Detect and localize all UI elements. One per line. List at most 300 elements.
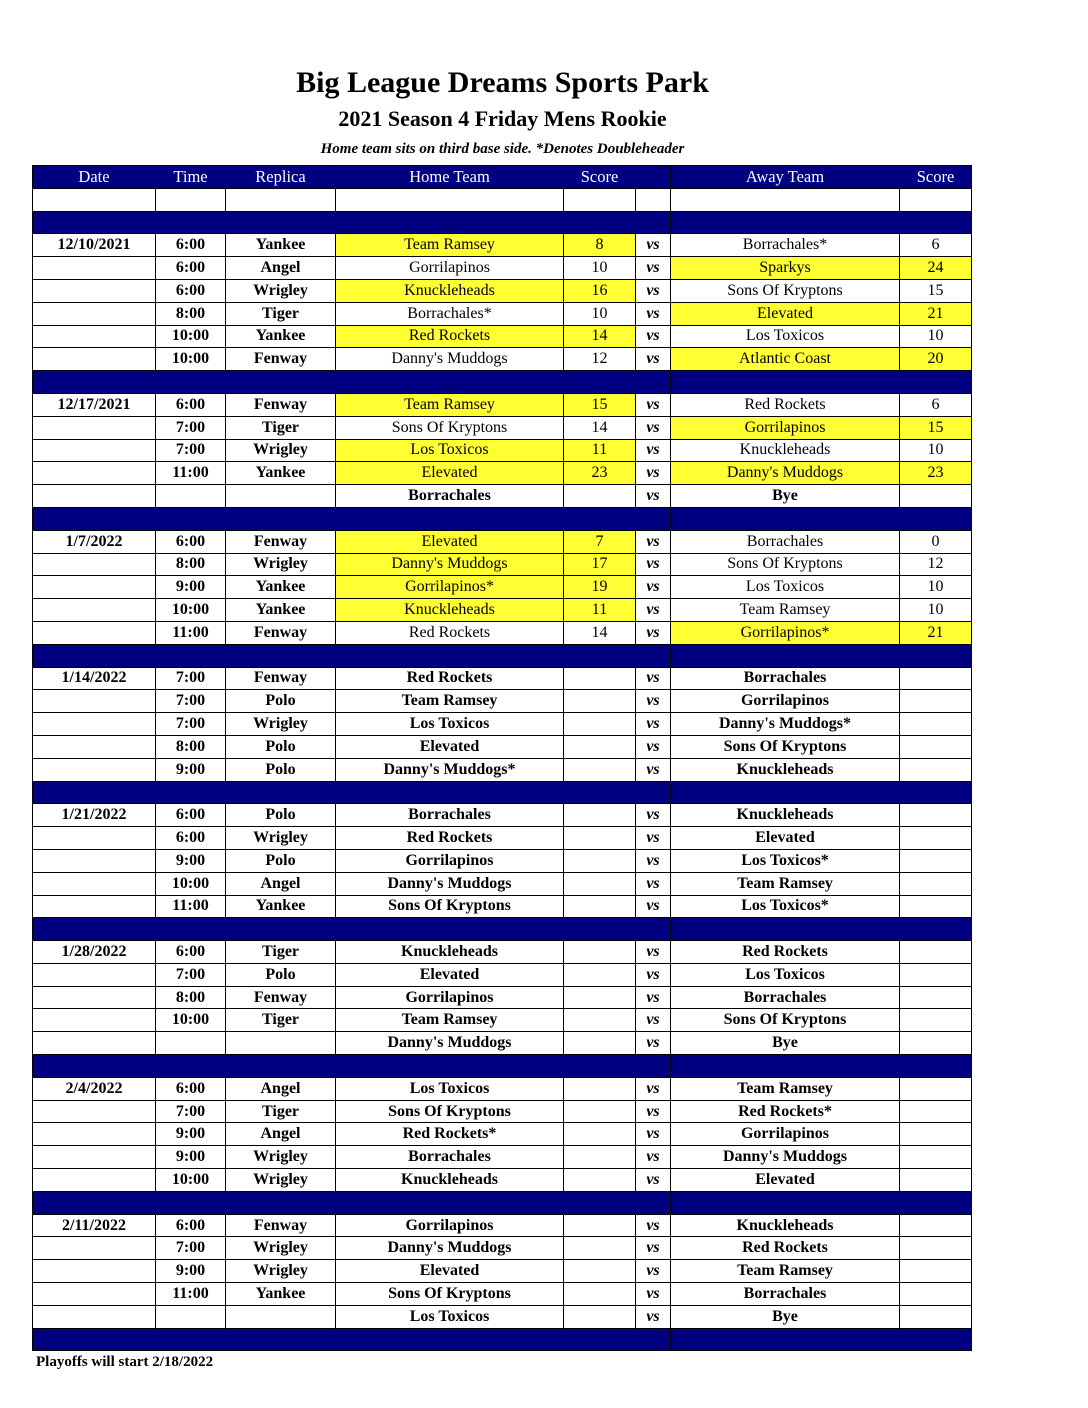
replica-cell: Wrigley <box>226 1169 336 1192</box>
empty-cell <box>336 918 564 941</box>
date-cell <box>33 735 156 758</box>
date-cell <box>33 553 156 576</box>
time-cell: 8:00 <box>156 986 226 1009</box>
time-cell: 7:00 <box>156 667 226 690</box>
date-cell: 2/11/2022 <box>33 1214 156 1237</box>
time-cell: 9:00 <box>156 758 226 781</box>
col-replica-header: Replica <box>226 166 336 189</box>
playoffs-note: Playoffs will start 2/18/2022 <box>36 1354 214 1370</box>
home-team-cell: Knuckleheads <box>336 1169 564 1192</box>
vs-cell: vs <box>636 576 671 599</box>
vs-cell: vs <box>636 325 671 348</box>
away-team-cell: Sons Of Kryptons <box>671 553 900 576</box>
game-row <box>33 895 972 918</box>
game-row <box>33 963 972 986</box>
home-team-cell: Elevated <box>336 462 564 485</box>
away-score-cell <box>900 1146 972 1169</box>
empty-cell <box>636 1055 671 1078</box>
home-score-cell <box>564 667 636 690</box>
home-team-cell: Team Ramsey <box>336 393 564 416</box>
date-cell <box>33 713 156 736</box>
home-score-cell <box>564 735 636 758</box>
away-team-cell: Danny's Muddogs <box>671 462 900 485</box>
away-team-cell: Bye <box>671 1305 900 1328</box>
vs-cell: vs <box>636 872 671 895</box>
away-score-cell: 10 <box>900 599 972 622</box>
away-score-cell <box>900 872 972 895</box>
time-cell: 7:00 <box>156 1237 226 1260</box>
empty-cell <box>636 188 671 211</box>
away-team-cell: Knuckleheads <box>671 758 900 781</box>
home-team-cell: Sons Of Kryptons <box>336 416 564 439</box>
vs-cell: vs <box>636 849 671 872</box>
game-row <box>33 713 972 736</box>
date-cell <box>33 1237 156 1260</box>
game-row <box>33 485 972 508</box>
blank-row <box>33 188 972 211</box>
game-row <box>33 667 972 690</box>
time-cell: 6:00 <box>156 279 226 302</box>
game-row <box>33 302 972 325</box>
empty-cell <box>156 507 226 530</box>
away-score-cell: 15 <box>900 279 972 302</box>
time-cell: 11:00 <box>156 895 226 918</box>
time-cell: 11:00 <box>156 462 226 485</box>
away-score-cell: 12 <box>900 553 972 576</box>
vs-cell: vs <box>636 1100 671 1123</box>
date-cell <box>33 963 156 986</box>
empty-cell <box>33 1328 156 1351</box>
away-score-cell: 6 <box>900 234 972 257</box>
home-score-cell: 14 <box>564 325 636 348</box>
date-cell <box>33 279 156 302</box>
week-separator <box>33 644 972 667</box>
time-cell: 6:00 <box>156 1077 226 1100</box>
home-team-cell: Gorrilapinos <box>336 1214 564 1237</box>
vs-cell: vs <box>636 827 671 850</box>
time-cell <box>156 1305 226 1328</box>
home-team-cell: Team Ramsey <box>336 234 564 257</box>
empty-cell <box>226 1328 336 1351</box>
time-cell: 8:00 <box>156 553 226 576</box>
replica-cell: Yankee <box>226 576 336 599</box>
date-cell: 1/7/2022 <box>33 530 156 553</box>
away-score-cell <box>900 1260 972 1283</box>
time-cell: 10:00 <box>156 325 226 348</box>
game-row <box>33 941 972 964</box>
empty-cell <box>900 211 972 234</box>
time-cell: 7:00 <box>156 963 226 986</box>
home-score-cell <box>564 758 636 781</box>
empty-cell <box>671 781 900 804</box>
home-score-cell: 11 <box>564 599 636 622</box>
away-team-cell: Danny's Muddogs <box>671 1146 900 1169</box>
vs-cell: vs <box>636 279 671 302</box>
home-team-cell: Elevated <box>336 963 564 986</box>
replica-cell: Angel <box>226 257 336 280</box>
home-team-cell: Elevated <box>336 735 564 758</box>
date-cell <box>33 257 156 280</box>
replica-cell: Polo <box>226 849 336 872</box>
home-team-cell: Red Rockets <box>336 621 564 644</box>
game-row <box>33 530 972 553</box>
vs-cell: vs <box>636 1305 671 1328</box>
game-row <box>33 804 972 827</box>
empty-cell <box>33 371 156 394</box>
game-row <box>33 553 972 576</box>
empty-cell <box>900 644 972 667</box>
empty-cell <box>156 371 226 394</box>
away-score-cell <box>900 690 972 713</box>
replica-cell: Tiger <box>226 416 336 439</box>
game-row <box>33 1009 972 1032</box>
vs-cell: vs <box>636 1214 671 1237</box>
empty-cell <box>671 644 900 667</box>
time-cell: 9:00 <box>156 1146 226 1169</box>
empty-cell <box>671 918 900 941</box>
replica-cell: Tiger <box>226 1009 336 1032</box>
time-cell: 6:00 <box>156 530 226 553</box>
home-score-cell <box>564 941 636 964</box>
replica-cell: Wrigley <box>226 1146 336 1169</box>
replica-cell <box>226 1032 336 1055</box>
date-cell <box>33 986 156 1009</box>
vs-cell: vs <box>636 393 671 416</box>
away-score-cell: 23 <box>900 462 972 485</box>
empty-cell <box>636 211 671 234</box>
home-team-cell: Danny's Muddogs <box>336 553 564 576</box>
time-cell: 8:00 <box>156 735 226 758</box>
time-cell: 9:00 <box>156 849 226 872</box>
date-cell <box>33 690 156 713</box>
replica-cell <box>226 485 336 508</box>
replica-cell: Fenway <box>226 393 336 416</box>
time-cell: 6:00 <box>156 393 226 416</box>
game-row <box>33 1214 972 1237</box>
time-cell: 8:00 <box>156 302 226 325</box>
away-team-cell: Atlantic Coast <box>671 348 900 371</box>
home-team-cell: Los Toxicos <box>336 1077 564 1100</box>
game-row <box>33 439 972 462</box>
away-score-cell <box>900 827 972 850</box>
home-score-cell: 8 <box>564 234 636 257</box>
empty-cell <box>226 507 336 530</box>
home-team-cell: Gorrilapinos <box>336 849 564 872</box>
home-team-cell: Gorrilapinos* <box>336 576 564 599</box>
away-team-cell: Gorrilapinos <box>671 416 900 439</box>
home-score-cell <box>564 1237 636 1260</box>
vs-cell: vs <box>636 1077 671 1100</box>
home-team-cell: Borrachales <box>336 485 564 508</box>
home-score-cell <box>564 690 636 713</box>
empty-cell <box>564 781 636 804</box>
away-team-cell: Team Ramsey <box>671 872 900 895</box>
vs-cell: vs <box>636 416 671 439</box>
away-score-cell <box>900 1077 972 1100</box>
game-row <box>33 325 972 348</box>
away-score-cell <box>900 1009 972 1032</box>
replica-cell: Wrigley <box>226 827 336 850</box>
away-score-cell: 10 <box>900 576 972 599</box>
home-score-cell: 14 <box>564 416 636 439</box>
away-score-cell: 20 <box>900 348 972 371</box>
home-score-cell: 17 <box>564 553 636 576</box>
replica-cell: Wrigley <box>226 713 336 736</box>
empty-cell <box>336 1328 564 1351</box>
empty-cell <box>636 507 671 530</box>
vs-cell: vs <box>636 941 671 964</box>
week-separator <box>33 1191 972 1214</box>
away-score-cell: 6 <box>900 393 972 416</box>
replica-cell: Wrigley <box>226 553 336 576</box>
time-cell: 10:00 <box>156 872 226 895</box>
empty-cell <box>636 918 671 941</box>
schedule-table <box>32 165 972 1351</box>
away-team-cell: Knuckleheads <box>671 439 900 462</box>
empty-cell <box>156 644 226 667</box>
replica-cell: Yankee <box>226 325 336 348</box>
vs-cell: vs <box>636 1260 671 1283</box>
away-score-cell <box>900 1237 972 1260</box>
date-cell <box>33 302 156 325</box>
empty-cell <box>226 211 336 234</box>
vs-cell: vs <box>636 1009 671 1032</box>
week-separator <box>33 507 972 530</box>
date-cell <box>33 1260 156 1283</box>
date-cell <box>33 758 156 781</box>
empty-cell <box>564 371 636 394</box>
date-cell <box>33 1146 156 1169</box>
schedule-note: Home team sits on third base side. *Denotes Doubleheader <box>320 141 685 157</box>
date-cell <box>33 1032 156 1055</box>
empty-cell <box>671 371 900 394</box>
vs-cell: vs <box>636 485 671 508</box>
home-score-cell <box>564 1032 636 1055</box>
empty-cell <box>900 507 972 530</box>
date-cell: 12/17/2021 <box>33 393 156 416</box>
away-score-cell <box>900 849 972 872</box>
home-team-cell: Elevated <box>336 1260 564 1283</box>
empty-cell <box>671 188 900 211</box>
empty-cell <box>336 188 564 211</box>
home-score-cell: 14 <box>564 621 636 644</box>
replica-cell: Fenway <box>226 621 336 644</box>
away-score-cell: 15 <box>900 416 972 439</box>
home-score-cell <box>564 827 636 850</box>
home-score-cell <box>564 872 636 895</box>
home-team-cell: Red Rockets <box>336 827 564 850</box>
away-team-cell: Knuckleheads <box>671 1214 900 1237</box>
empty-cell <box>336 1055 564 1078</box>
replica-cell: Polo <box>226 735 336 758</box>
game-row <box>33 1305 972 1328</box>
replica-cell: Tiger <box>226 1100 336 1123</box>
home-score-cell: 7 <box>564 530 636 553</box>
replica-cell: Polo <box>226 963 336 986</box>
time-cell: 6:00 <box>156 257 226 280</box>
away-score-cell: 21 <box>900 621 972 644</box>
away-score-cell <box>900 1123 972 1146</box>
empty-cell <box>156 918 226 941</box>
empty-cell <box>564 211 636 234</box>
empty-cell <box>900 781 972 804</box>
away-score-cell: 10 <box>900 439 972 462</box>
vs-cell: vs <box>636 963 671 986</box>
home-score-cell <box>564 1100 636 1123</box>
away-score-cell <box>900 1283 972 1306</box>
date-cell <box>33 1305 156 1328</box>
away-team-cell: Danny's Muddogs* <box>671 713 900 736</box>
empty-cell <box>336 644 564 667</box>
replica-cell: Wrigley <box>226 439 336 462</box>
vs-cell: vs <box>636 713 671 736</box>
away-team-cell: Gorrilapinos* <box>671 621 900 644</box>
col-vs-header <box>636 166 671 189</box>
away-team-cell: Team Ramsey <box>671 1260 900 1283</box>
replica-cell: Tiger <box>226 302 336 325</box>
empty-cell <box>636 371 671 394</box>
empty-cell <box>900 371 972 394</box>
game-row <box>33 393 972 416</box>
vs-cell: vs <box>636 348 671 371</box>
empty-cell <box>671 211 900 234</box>
home-team-cell: Gorrilapinos <box>336 986 564 1009</box>
empty-cell <box>636 781 671 804</box>
away-team-cell: Borrachales <box>671 1283 900 1306</box>
away-score-cell: 21 <box>900 302 972 325</box>
empty-cell <box>564 644 636 667</box>
empty-cell <box>671 1191 900 1214</box>
home-score-cell <box>564 1077 636 1100</box>
vs-cell: vs <box>636 1283 671 1306</box>
empty-cell <box>33 781 156 804</box>
time-cell: 7:00 <box>156 690 226 713</box>
empty-cell <box>226 371 336 394</box>
time-cell: 6:00 <box>156 827 226 850</box>
home-team-cell: Borrachales <box>336 804 564 827</box>
replica-cell <box>226 1305 336 1328</box>
replica-cell: Yankee <box>226 1283 336 1306</box>
home-score-cell <box>564 1214 636 1237</box>
empty-cell <box>636 1191 671 1214</box>
home-score-cell <box>564 485 636 508</box>
game-row <box>33 986 972 1009</box>
vs-cell: vs <box>636 257 671 280</box>
time-cell <box>156 485 226 508</box>
time-cell: 6:00 <box>156 1214 226 1237</box>
empty-cell <box>226 1191 336 1214</box>
game-row <box>33 849 972 872</box>
empty-cell <box>671 507 900 530</box>
home-team-cell: Red Rockets <box>336 667 564 690</box>
away-team-cell: Red Rockets* <box>671 1100 900 1123</box>
home-team-cell: Danny's Muddogs <box>336 1237 564 1260</box>
game-row <box>33 1169 972 1192</box>
time-cell: 9:00 <box>156 1260 226 1283</box>
away-score-cell <box>900 963 972 986</box>
time-cell: 9:00 <box>156 1123 226 1146</box>
vs-cell: vs <box>636 439 671 462</box>
time-cell: 10:00 <box>156 599 226 622</box>
away-score-cell <box>900 941 972 964</box>
home-team-cell: Los Toxicos <box>336 439 564 462</box>
away-team-cell: Los Toxicos <box>671 325 900 348</box>
week-separator <box>33 918 972 941</box>
home-team-cell: Los Toxicos <box>336 1305 564 1328</box>
empty-cell <box>33 507 156 530</box>
week-separator <box>33 371 972 394</box>
empty-cell <box>636 644 671 667</box>
empty-cell <box>33 644 156 667</box>
away-team-cell: Los Toxicos* <box>671 895 900 918</box>
away-team-cell: Sparkys <box>671 257 900 280</box>
vs-cell: vs <box>636 1146 671 1169</box>
game-row <box>33 690 972 713</box>
empty-cell <box>336 1191 564 1214</box>
date-cell <box>33 1123 156 1146</box>
date-cell <box>33 849 156 872</box>
week-separator <box>33 1055 972 1078</box>
vs-cell: vs <box>636 621 671 644</box>
home-score-cell: 12 <box>564 348 636 371</box>
home-score-cell <box>564 713 636 736</box>
home-team-cell: Los Toxicos <box>336 713 564 736</box>
empty-cell <box>900 918 972 941</box>
game-row <box>33 1100 972 1123</box>
time-cell: 11:00 <box>156 1283 226 1306</box>
vs-cell: vs <box>636 302 671 325</box>
away-score-cell <box>900 485 972 508</box>
date-cell: 12/10/2021 <box>33 234 156 257</box>
empty-cell <box>564 918 636 941</box>
date-cell: 1/28/2022 <box>33 941 156 964</box>
col-date-header: Date <box>33 166 156 189</box>
date-cell <box>33 1169 156 1192</box>
empty-cell <box>336 211 564 234</box>
time-cell: 9:00 <box>156 576 226 599</box>
home-score-cell <box>564 804 636 827</box>
schedule-body <box>33 188 972 1351</box>
time-cell: 10:00 <box>156 348 226 371</box>
home-team-cell: Borrachales <box>336 1146 564 1169</box>
game-row <box>33 462 972 485</box>
replica-cell: Fenway <box>226 530 336 553</box>
home-team-cell: Elevated <box>336 530 564 553</box>
col-home-team-header: Home Team <box>336 166 564 189</box>
replica-cell: Polo <box>226 690 336 713</box>
home-score-cell <box>564 1123 636 1146</box>
time-cell: 6:00 <box>156 234 226 257</box>
empty-cell <box>226 644 336 667</box>
home-score-cell: 11 <box>564 439 636 462</box>
empty-cell <box>156 188 226 211</box>
home-score-cell: 23 <box>564 462 636 485</box>
vs-cell: vs <box>636 234 671 257</box>
vs-cell: vs <box>636 1237 671 1260</box>
home-score-cell <box>564 1260 636 1283</box>
replica-cell: Polo <box>226 804 336 827</box>
game-row <box>33 1283 972 1306</box>
date-cell <box>33 348 156 371</box>
empty-cell <box>33 1191 156 1214</box>
empty-cell <box>900 1191 972 1214</box>
date-cell <box>33 462 156 485</box>
week-separator <box>33 1328 972 1351</box>
away-team-cell: Red Rockets <box>671 393 900 416</box>
game-row <box>33 1237 972 1260</box>
away-score-cell <box>900 713 972 736</box>
game-row <box>33 1260 972 1283</box>
